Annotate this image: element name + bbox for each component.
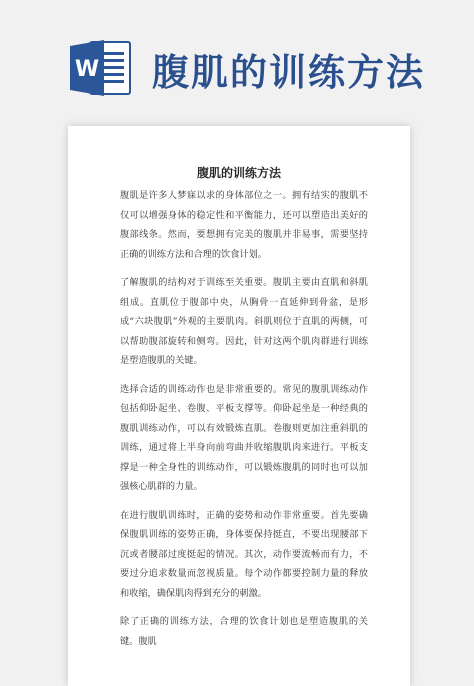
- paragraph: 在进行腹肌训练时，正确的姿势和动作非常重要。首先要确保腹肌训练的姿势正确，身体要保持挺直，不要出现腰部下沉或者腰部过度挺起的情况。其次，动作要流畅而有力，不要过分追求数量而忽视质量。每个动作都要控制力量的释放和收缩，确保肌肉得到充分的刺激。: [120, 509, 368, 599]
- paragraph: 除了正确的训练方法，合理的饮食计划也是塑造腹肌的关键。腹肌: [120, 616, 368, 647]
- paragraph: 选择合适的训练动作也是非常重要的。常见的腹肌训练动作包括仰卧起坐、卷腹、平板支撑等。仰卧起坐是一种经典的腹肌训练动作，可以有效锻炼直肌。卷腹则更加注重斜肌的训练，通过将上半身向前弯曲并收缩腹肌肉来进行。平板支撑是一种全身性的训练动作，可以锻炼腹肌的同时也可以加强核心肌群的力量。: [120, 383, 368, 492]
- header-banner: [0, 0, 474, 110]
- paragraph: 了解腹肌的结构对于训练至关重要。腹肌主要由直肌和斜肌组成。直肌位于腹部中央，从胸骨一直延伸到骨盆，是形成“六块腹肌”外观的主要肌肉。斜肌则位于直肌的两侧，可以帮助腹部旋转和侧弯。因此，针对这两个肌肉群进行训练是塑造腹肌的关键。: [120, 277, 368, 366]
- document-title: 腹肌的训练方法: [196, 166, 281, 180]
- paragraph: 腹肌是许多人梦寐以求的身体部位之一。拥有结实的腹肌不仅可以增强身体的稳定性和平衡能力，还可以塑造出美好的腹部线条。然而，要想拥有完美的腹肌并非易事，需要坚持正确的训练方法和合理的饮食计划。: [120, 190, 368, 260]
- document-page: [68, 126, 410, 686]
- document-body: [120, 186, 368, 660]
- banner-title: 腹肌的训练方法: [152, 51, 425, 94]
- word-document-icon: [70, 38, 132, 98]
- word-icon-letter: W: [74, 57, 100, 82]
